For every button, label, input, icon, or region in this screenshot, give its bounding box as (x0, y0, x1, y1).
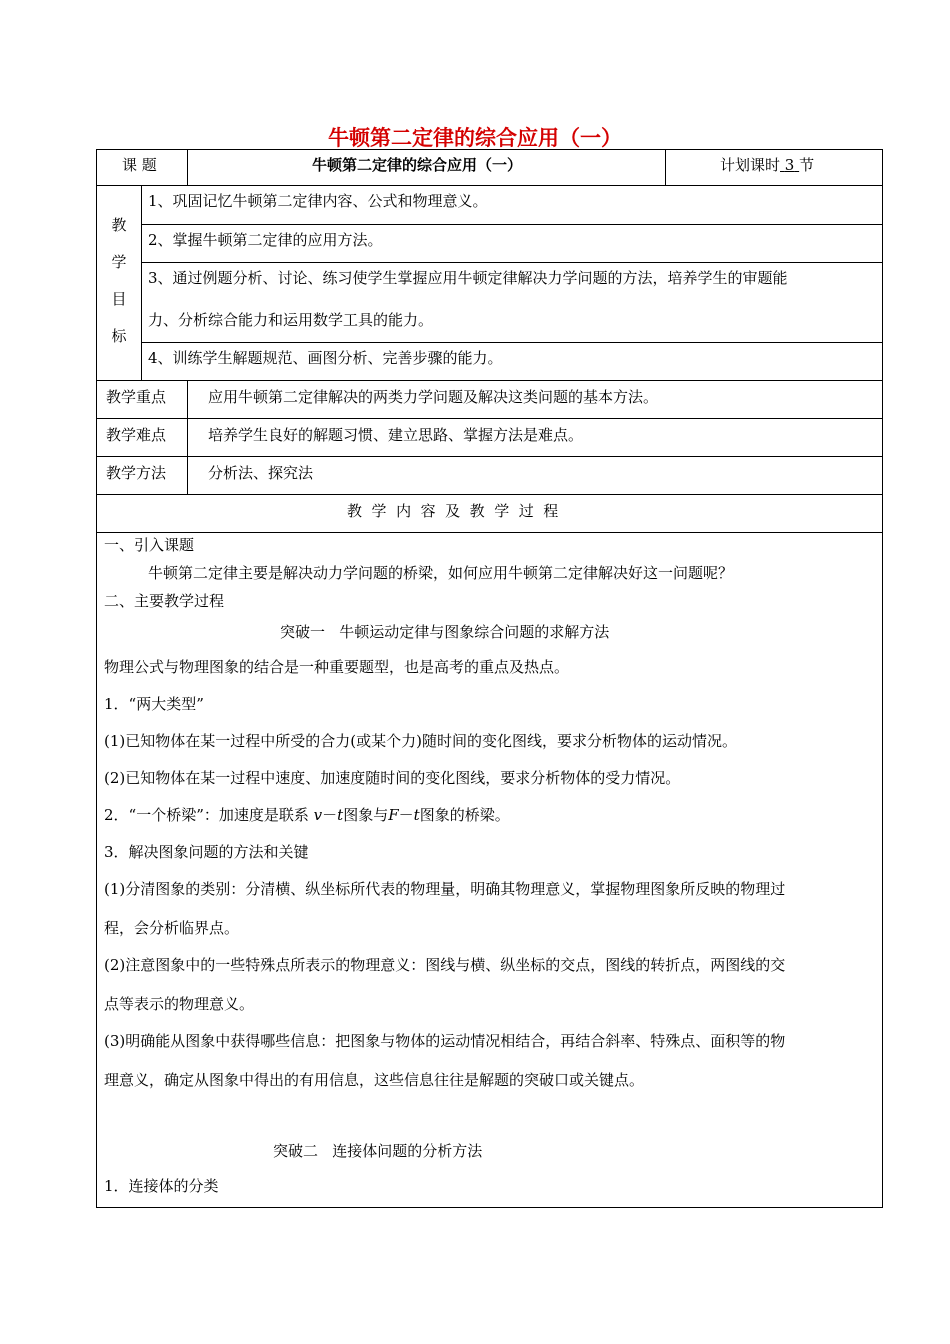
paragraph: 点等表示的物理意义。 (104, 995, 255, 1013)
paragraph: (2)已知物体在某一过程中速度、加速度随时间的变化图线，要求分析物体的受力情况。 (104, 769, 681, 787)
objective-item: 3、通过例题分析、讨论、练习使学生掌握应用牛顿定律解决力学问题的方法，培养学生的审题能 (148, 269, 788, 287)
subsection-heading: 突破一 牛顿运动定律与图象综合问题的求解方法 (280, 623, 610, 641)
section-heading: 一、引入课题 (104, 536, 195, 554)
var-t: t (337, 806, 344, 824)
row-divider (96, 185, 883, 186)
method-value: 分析法、探究法 (208, 464, 314, 482)
paragraph: (2)注意图象中的一些特殊点所表示的物理意义：图线与横、纵坐标的交点，图线的转折点，两图线的交 (104, 956, 786, 974)
row-divider (96, 532, 883, 533)
row-divider (141, 342, 883, 343)
objective-item: 1、巩固记忆牛顿第二定律内容、公式和物理意义。 (148, 192, 488, 210)
paragraph: (3)明确能从图象中获得哪些信息：把图象与物体的运动情况相结合，再结合斜率、特殊点、面积等的物 (104, 1032, 786, 1050)
objectives-label: 教 学 目 标 (111, 216, 127, 345)
objective-item: 2、掌握牛顿第二定律的应用方法。 (148, 231, 383, 249)
col-divider (187, 149, 188, 186)
planned-hours-value: 3 (784, 156, 795, 174)
row-divider (96, 380, 883, 381)
paragraph: 牛顿第二定律主要是解决动力学问题的桥梁，如何应用牛顿第二定律解决好这一问题呢？ (148, 564, 734, 582)
col-divider (141, 185, 142, 381)
paragraph: 物理公式与物理图象的结合是一种重要题型，也是高考的重点及热点。 (104, 658, 570, 676)
objective-item: 4、训练学生解题规范、画图分析、完善步骤的能力。 (148, 349, 503, 367)
row-divider (96, 456, 883, 457)
paragraph: (1)分清图象的类别：分清横、纵坐标所代表的物理量，明确其物理意义，掌握物理图象所反映的物理过 (104, 880, 786, 898)
col-divider (665, 149, 666, 186)
paragraph: 1．“两大类型” (104, 695, 204, 713)
paragraph: 程，会分析临界点。 (104, 919, 240, 937)
row-divider (141, 262, 883, 263)
col-divider (187, 380, 188, 495)
var-v: v (313, 806, 323, 824)
row-divider (96, 494, 883, 495)
difficulty-value: 培养学生良好的解题习惯、建立思路、掌握方法是难点。 (208, 426, 584, 444)
paragraph: 1．连接体的分类 (104, 1177, 219, 1195)
var-F: F (388, 806, 399, 824)
objective-item: 力、分析综合能力和运用数学工具的能力。 (148, 311, 434, 329)
key-points-label: 教学重点 (106, 388, 167, 406)
key-points-value: 应用牛顿第二定律解决的两类力学问题及解决这类问题的基本方法。 (208, 388, 659, 406)
planned-hours-prefix: 计划课时 (720, 156, 781, 174)
paragraph: (1)已知物体在某一过程中所受的合力(或某个力)随时间的变化图线，要求分析物体的运动情况。 (104, 732, 737, 750)
planned-hours-suffix: 节 (799, 156, 815, 174)
section-heading: 二、主要教学过程 (104, 592, 225, 610)
planned-hours (720, 155, 814, 175)
subsection-heading: 突破二 连接体问题的分析方法 (273, 1142, 483, 1160)
row-divider (141, 224, 883, 225)
topic-label: 课 题 (122, 156, 157, 174)
difficulty-label: 教学难点 (106, 426, 167, 444)
var-t: t (413, 806, 420, 824)
method-label: 教学方法 (106, 464, 167, 482)
paragraph: 2．“一个桥梁”：加速度是联系 v－t图象与F－t图象的桥梁。 (104, 806, 510, 824)
row-divider (96, 418, 883, 419)
content-header: 教 学 内 容 及 教 学 过 程 (347, 502, 559, 520)
topic-value: 牛顿第二定律的综合应用（一） (312, 156, 523, 174)
paragraph: 3．解决图象问题的方法和关键 (104, 843, 309, 861)
paragraph: 理意义，确定从图象中得出的有用信息，这些信息往往是解题的突破口或关键点。 (104, 1071, 645, 1089)
document-title: 牛顿第二定律的综合应用（一） (328, 126, 622, 150)
